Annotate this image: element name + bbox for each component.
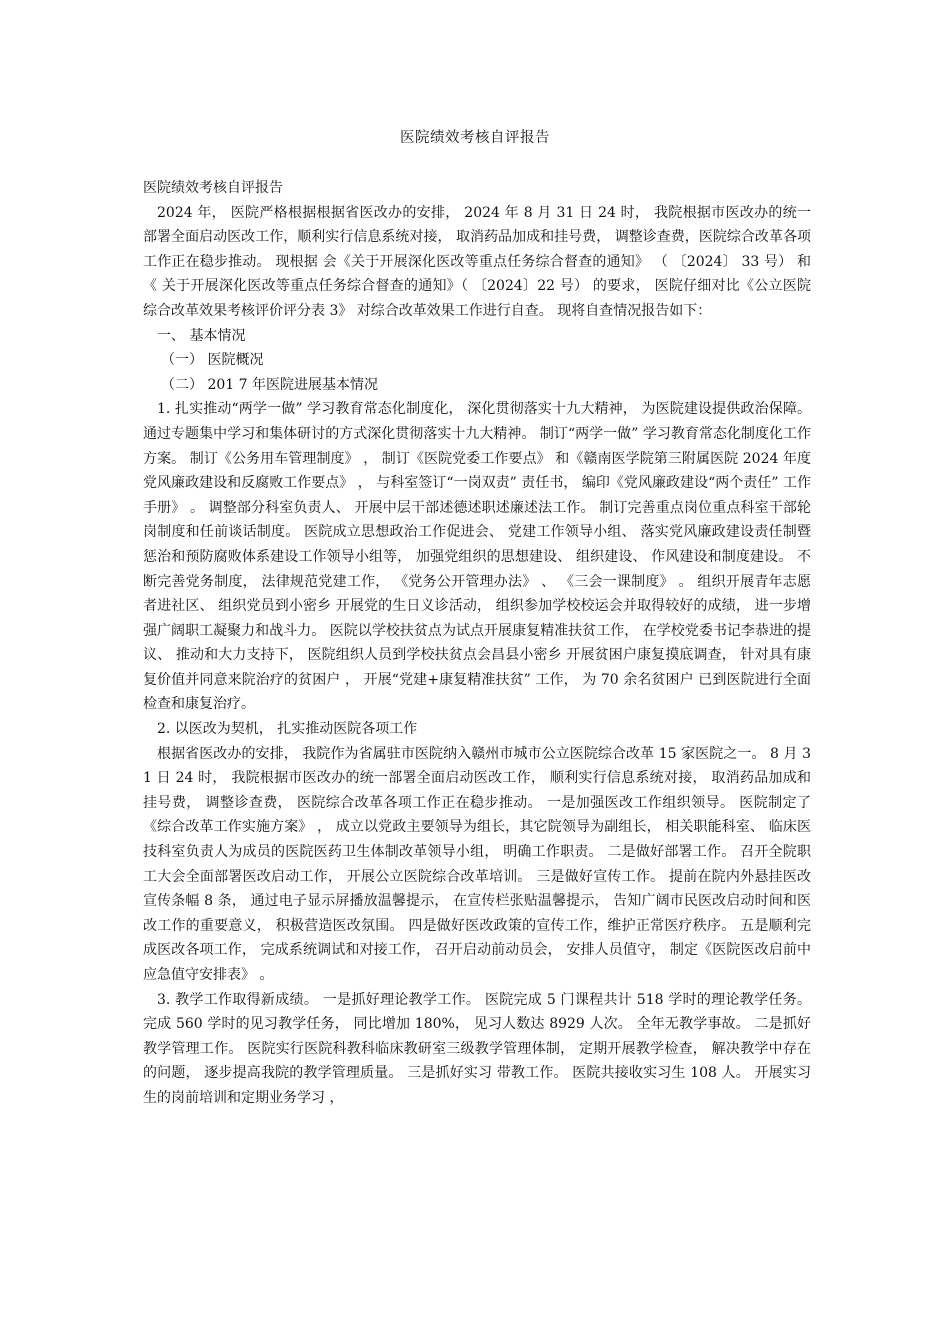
paragraph-item-2-body: 根据省医改办的安排， 我院作为省属驻市医院纳入赣州市城市公立医院综合改革 15 家医院之一。 8 月 31 日 24 时， 我院根据市医改办的统一部署全面启动医改工作， 顺利实行信息系统对接， 取消药品加成和挂号费， 调整诊查费， 医院综合改革各项工作正在稳步推动。 一是加强医改工作组织领导。 医院制定了《综合改革工作实施方案》 ， 成立以党政主要领导为组长，其它院领导为副组长， 相关职能科室、 临床医技科室负责人为成员的医院医药卫生体制改革领导小组， 明确工作职责。 二是做好部署工作。 召开全院职工大会全面部署医改启动工作， 开展公立医院综合改革培训。 三是做好宣传工作。 提前在院内外悬挂医改宣传条幅 8 条， 通过电子显示屏播放温馨提示， 在宣传栏张贴温馨提示， 告知广阔市民医改启动时间和医改工作的重要意义， 积极营造医改氛围。 四是做好医改政策的宣传工作，维护正常医疗秩序。 五是顺利完成医改各项工作， 完成系统调试和对接工作， 召开启动前动员会， 安排人员值守， 制定《医院医改启前中应急值守安排表》 。 bbox=[143, 745, 811, 983]
subsection-heading-1: （一） 医院概况 bbox=[161, 352, 264, 369]
body-heading: 医院绩效考核自评报告 bbox=[143, 180, 283, 196]
document-title: 医院绩效考核自评报告 bbox=[400, 130, 550, 146]
paragraph-item-1: 1. 扎实推动“两学一做” 学习教育常态化制度化， 深化贯彻落实十九大精神， 为医院建设提供政治保障。 通过专题集中学习和集体研讨的方式深化贯彻落实十九大精神。 制订“两学一做” 学习教育常态化制度化工作方案。 制订《公务用车管理制度》 ， 制订《医院党委工作要点》 和《赣南医学院第三附属医院 2024 年度党风廉政建设和反腐败工作要点》 ， 与科室签订“一岗双责” 责任书， 编印《党风廉政建设“两个责任” 工作手册》 。 调整部分科室负责人、 开展中层干部述德述职述廉述法工作。 制订完善重点岗位重点科室干部轮岗制度和任前谈话制度。 医院成立思想政治工作促进会、 党建工作领导小组、 落实党风廉政建设责任制暨惩治和预防腐败体系建设工作领导小组等， 加强党组织的思想建设、 组织建设、 作风建设和制度建设。 不断完善党务制度， 法律规范党建工作， 《党务公开管理办法》 、 《三会一课制度》 。 组织开展青年志愿者进社区、 组织党员到小密乡 开展党的生日义诊活动， 组织参加学校校运会并取得较好的成绩， 进一步增强广阔职工凝聚力和战斗力。 医院以学校扶贫点为试点开展康复精准扶贫工作， 在学校党委书记李恭进的提议、 推动和大力支持下， 医院组织人员到学校扶贫点会昌县小密乡 开展贫困户康复摸底调查， 针对具有康复价值并同意来院治疗的贫困户 ， 开展“党建+康复精准扶贫” 工作， 为 70 余名贫困户 已到医院进行全面检查和康复治疗。 bbox=[143, 401, 811, 713]
document-body bbox=[143, 176, 811, 1111]
subsection-heading-2: （二） 201 7 年医院进展基本情况 bbox=[161, 376, 378, 393]
paragraph-item-2-heading: 2. 以医改为契机， 扎实推动医院各项工作 bbox=[157, 721, 418, 738]
section-heading-1: 一、 基本情况 bbox=[157, 327, 246, 344]
paragraph-item-3: 3. 教学工作取得新成绩。 一是抓好理论教学工作。 医院完成 5 门课程共计 518 学时的理论教学任务。 完成 560 学时的见习教学任务， 同比增加 180%， 见习人数达 8929 人次。 全年无教学事故。 二是抓好教学管理工作。 医院实行医院科教科临床教研室三级教学管理体制， 定期开展教学检查， 解决教学中存在的问题， 逐步提高我院的教学管理质量。 三是抓好实习 带教工作。 医院共接收实习生 108 人。 开展实习生的岗前培训和定期业务学习 ， bbox=[143, 991, 811, 1106]
intro-paragraph: 2024 年， 医院严格根据根据省医改办的安排， 2024 年 8 月 31 日 24 时， 我院根据市医改办的统一部署全面启动医改工作，顺利实行信息系统对接， 取消药品加成和挂号费， 调整诊查费，医院综合改革各项工作正在稳步推动。 现根据 会《关于开展深化医改等重点任务综合督查的通知》 （ 〔2024〕 33 号） 和《 关于开展深化医改等重点任务综合督查的通知》（ 〔2024〕22 号） 的要求， 医院仔细对比《公立医院综合改革效果考核评价评分表 3》 对综合改革效果工作进行自查。 现将自查情况报告如下： bbox=[143, 204, 811, 319]
